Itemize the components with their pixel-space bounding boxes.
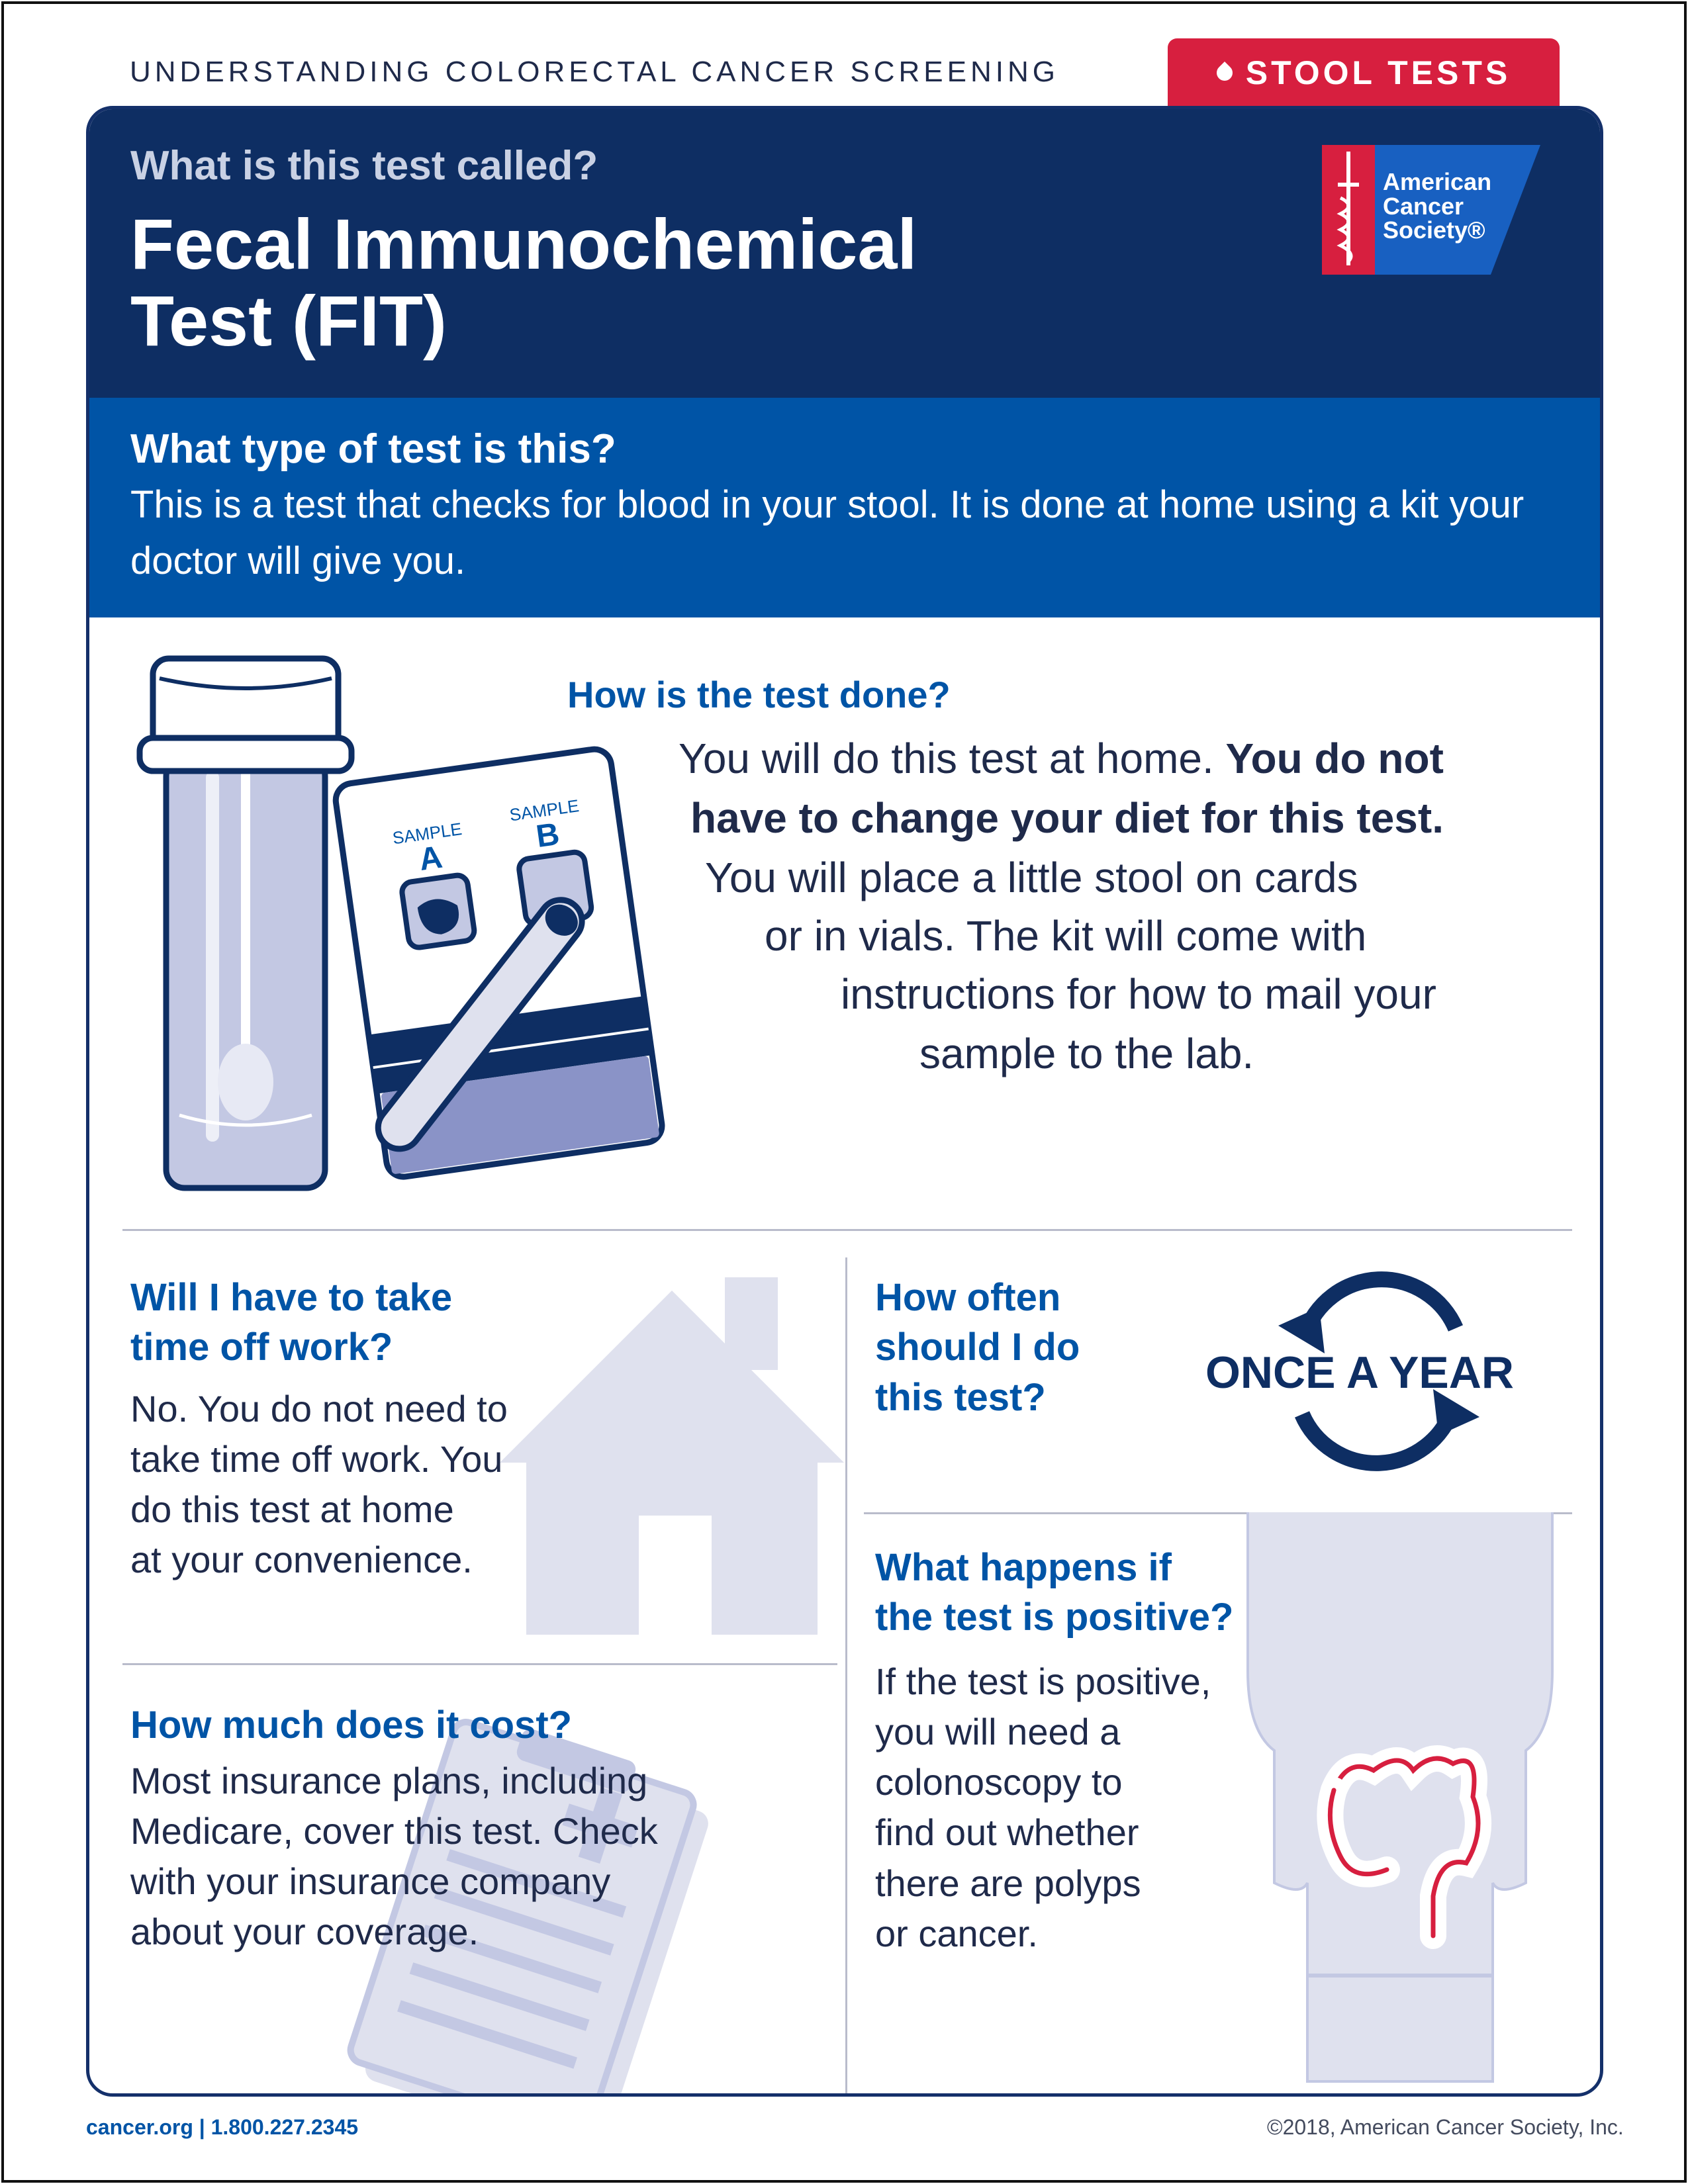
footer-copyright: ©2018, American Cancer Society, Inc. (1267, 2115, 1624, 2139)
sample-b-letter: B (534, 816, 562, 855)
acs-logo (1322, 145, 1540, 275)
page-title: Fecal Immunochemical Test (FIT) (130, 204, 917, 361)
cost-body (130, 1756, 658, 1958)
stool-tests-tab (1168, 38, 1560, 107)
cost-body-line4: about your coverage. (130, 1911, 479, 1953)
acs-logo-line2: Cancer (1383, 192, 1464, 220)
divider-top (122, 1229, 1572, 1231)
body-colon-icon (1175, 1512, 1566, 2081)
cost-body-line3: with your insurance company (130, 1860, 611, 1903)
sword-icon (1322, 145, 1375, 275)
stool-tests-tab-label: STOOL TESTS (1245, 54, 1511, 91)
positive-heading-line2: the test is positive? (875, 1596, 1234, 1639)
how-done-line2: have to change your diet for this test. (690, 794, 1444, 842)
cost-heading: How much does it cost? (130, 1704, 573, 1747)
positive-body-line1: If the test is positive, (875, 1661, 1211, 1702)
how-done-line1-bold: You do not (1225, 735, 1444, 782)
sample-a-letter: A (416, 839, 445, 878)
header-band (89, 109, 1600, 398)
divider-left (122, 1663, 837, 1665)
time-off-body-line2: take time off work. You (130, 1438, 503, 1480)
positive-body-line6: or cancer. (875, 1912, 1038, 1954)
time-off-heading-line2: time off work? (130, 1326, 393, 1369)
how-done-line6: sample to the lab. (919, 1030, 1254, 1077)
positive-body-line2: you will need a (875, 1711, 1121, 1753)
series-label: UNDERSTANDING COLORECTAL CANCER SCREENING (130, 56, 1059, 88)
time-off-body-line1: No. You do not need to (130, 1388, 508, 1430)
positive-body (875, 1657, 1211, 1959)
sample-b-label: SAMPLE (508, 796, 581, 825)
how-often-heading-line1: How often (875, 1276, 1061, 1319)
test-tube-icon (140, 652, 365, 1201)
how-done-line1-regular: You will do this test at home. (679, 735, 1226, 782)
how-done-line5: instructions for how to mail your (841, 970, 1436, 1018)
blood-drop-icon (1213, 62, 1236, 84)
footer-contact: cancer.org | 1.800.227.2345 (86, 2115, 359, 2139)
how-often-heading-line2: should I do (875, 1326, 1080, 1369)
how-often-heading-line3: this test? (875, 1375, 1046, 1419)
acs-logo-line1: American (1383, 168, 1492, 195)
positive-heading (875, 1543, 1233, 1643)
cost-body-line1: Most insurance plans, including (130, 1760, 648, 1801)
how-done-line3: You will place a little stool on cards (705, 854, 1358, 901)
time-off-heading (130, 1273, 452, 1373)
how-done-line1 (679, 734, 1444, 783)
info-card (86, 106, 1603, 2097)
positive-body-line4: find out whether (875, 1811, 1139, 1854)
cost-body-line2: Medicare, cover this test. Check (130, 1810, 658, 1852)
test-type-heading: What type of test is this? (130, 426, 616, 472)
sample-a-label: SAMPLE (391, 819, 463, 848)
positive-heading-line1: What happens if (875, 1546, 1172, 1589)
time-off-body (130, 1384, 508, 1586)
test-type-band (89, 398, 1600, 617)
how-done-line4: or in vials. The kit will come with (765, 912, 1367, 960)
test-type-body: This is a test that checks for blood in your stool. It is done at home using a kit your doctor will give you. (130, 483, 1524, 582)
positive-body-line5: there are polyps (875, 1862, 1141, 1904)
time-off-heading-line1: Will I have to take (130, 1276, 453, 1319)
acs-logo-line3: Society® (1383, 216, 1485, 244)
once-a-year-answer: ONCE A YEAR (1205, 1347, 1515, 1398)
time-off-body-line4: at your convenience. (130, 1539, 473, 1581)
house-icon (487, 1264, 857, 1648)
acs-logo-text (1383, 170, 1491, 243)
time-off-body-line3: do this test at home (130, 1488, 454, 1531)
how-often-heading (875, 1273, 1080, 1422)
how-done-heading: How is the test done? (567, 674, 951, 715)
positive-body-line3: colonoscopy to (875, 1761, 1123, 1803)
test-name-question: What is this test called? (130, 143, 598, 189)
